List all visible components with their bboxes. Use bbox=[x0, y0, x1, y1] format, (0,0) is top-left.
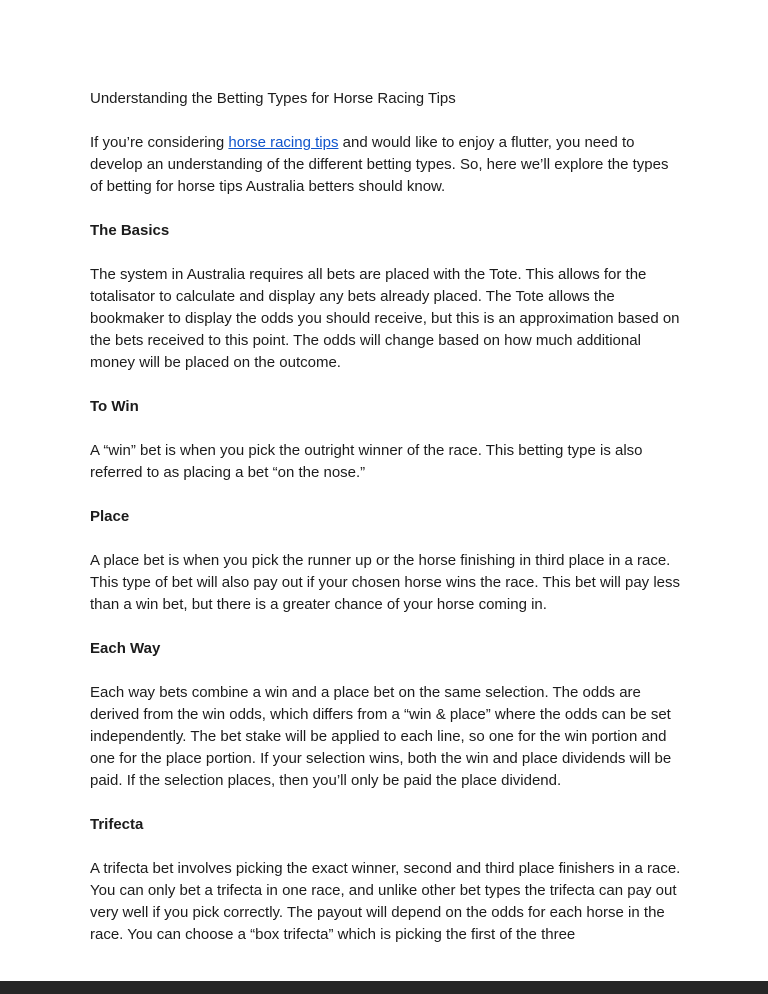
section-body: A “win” bet is when you pick the outright winner of the race. This betting type is also referred to as placing a bet “on the nose.” bbox=[90, 442, 643, 481]
section-each-way bbox=[90, 638, 682, 792]
intro-text-after-link: and would like to enjoy a flutter, you need to develop an understanding of the different betting types. So, here we’ll explore the types of betting for horse tips Australia betters should know. bbox=[90, 134, 669, 195]
section-body: The system in Australia requires all bets are placed with the Tote. This allows for the totalisator to calculate and display any bets already placed. The Tote allows the bookmaker to display the odds you should receive, but this is an approximation based on the bets received to this point. The odds will change based on how much additional money will be placed on the outcome. bbox=[90, 266, 680, 371]
document-content bbox=[90, 88, 682, 968]
section-heading: Each Way bbox=[90, 640, 161, 657]
section-the-basics bbox=[90, 220, 682, 374]
section-trifecta bbox=[90, 814, 682, 946]
page-bottom-edge bbox=[0, 981, 768, 994]
page-title: Understanding the Betting Types for Horse Racing Tips bbox=[90, 90, 456, 107]
horse-racing-tips-link[interactable]: horse racing tips bbox=[228, 134, 339, 151]
section-to-win bbox=[90, 396, 682, 484]
intro-paragraph bbox=[90, 132, 682, 198]
section-heading: To Win bbox=[90, 398, 139, 415]
section-body: Each way bets combine a win and a place bet on the same selection. The odds are derived from the win odds, which differs from a “win & place” where the odds can be set independently. The bet stake will be applied to each line, so one for the win portion and one for the place portion. If your selection wins, both the win and place dividends will be paid. If the selection places, then you’ll only be paid the place dividend. bbox=[90, 684, 672, 789]
section-heading: Place bbox=[90, 508, 130, 525]
section-body: A trifecta bet involves picking the exact winner, second and third place finishers in a race. You can only bet a trifecta in one race, and unlike other bet types the trifecta can pay out very well if you pick correctly. The payout will depend on the odds for each horse in the race. You can choose a “box trifecta” which is picking the first of the three bbox=[90, 860, 681, 943]
section-heading: Trifecta bbox=[90, 816, 144, 833]
section-body: A place bet is when you pick the runner up or the horse finishing in third place in a race. This type of bet will also pay out if your chosen horse wins the race. This bet will pay less than a win bet, but there is a greater chance of your horse coming in. bbox=[90, 552, 681, 613]
section-heading: The Basics bbox=[90, 222, 170, 239]
section-place bbox=[90, 506, 682, 616]
intro-text-before-link: If you’re considering bbox=[90, 134, 229, 151]
